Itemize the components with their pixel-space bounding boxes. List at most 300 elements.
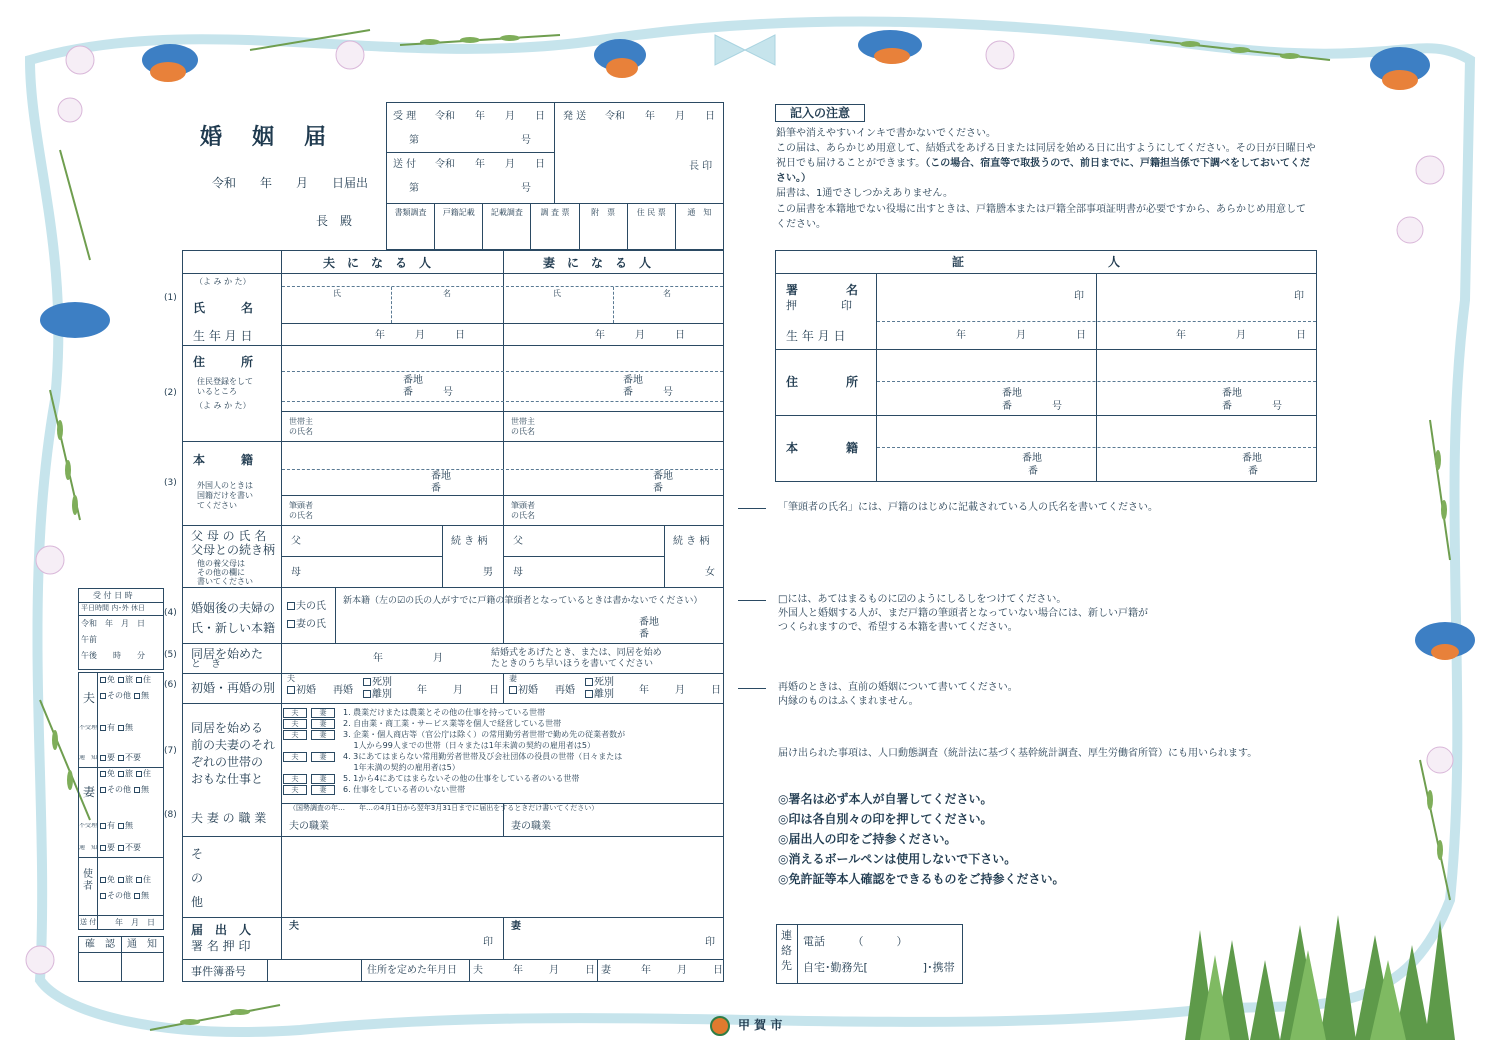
husband-surname-checkbox[interactable]: 夫の氏: [287, 601, 326, 613]
other-label-2: の: [191, 871, 204, 885]
important-bullet: ◎印は各自別々の印を押してください。: [778, 812, 993, 826]
occupation-checkbox[interactable]: 夫: [283, 752, 307, 762]
witness-1-honseki-banchi: 番地: [1022, 453, 1042, 464]
occupation-checkbox[interactable]: 夫: [283, 708, 307, 718]
arrow-1: [738, 508, 766, 509]
cho-in: 長 印: [689, 161, 713, 172]
occupation-item: [283, 751, 723, 762]
address-label: 住 所: [193, 355, 254, 369]
honseki-note-3: てください: [197, 501, 237, 510]
soufu-dai: 第: [409, 183, 419, 194]
husband-banchi: 番地: [403, 375, 423, 386]
wife-shibetsu-checkbox[interactable]: 死別: [585, 677, 614, 689]
office-check-cell: 通 知: [687, 208, 712, 217]
husband-setainushi-name: の氏名: [289, 427, 313, 436]
job-label: 夫 妻 の 職 業: [191, 811, 267, 825]
wife-mother[interactable]: 母: [513, 567, 523, 578]
occupation-item-text: 6. 仕事をしている者のいない世帯: [343, 784, 466, 794]
occupation-checkboxes[interactable]: [283, 752, 343, 762]
witness-address-label: 住 所: [786, 375, 859, 389]
contact-box: [776, 924, 963, 984]
occupation-checkboxes[interactable]: [283, 708, 343, 718]
submission-date: 令和 年 月 日届出: [212, 176, 369, 190]
note-line-3: 祝日でも届けることができます。（この場合、宿直等で取扱うので、前日までに、戸籍担当係で下調べをしておいてくだ: [776, 158, 1311, 169]
new-honseki-banchi: 番地: [639, 617, 659, 628]
wife-honseki-banchi: 番地: [653, 471, 673, 482]
witness-1-honseki-ban: 番: [1028, 466, 1038, 477]
id-check-label: 不受理: [79, 725, 97, 731]
occupation-checkbox[interactable]: 妻: [311, 785, 335, 795]
occupation-item: [283, 784, 723, 795]
occupation-checkbox[interactable]: 妻: [311, 719, 335, 729]
wife-father[interactable]: 父: [513, 536, 523, 547]
witness-box: [775, 250, 1317, 482]
checkbox-icon[interactable]: [136, 877, 142, 883]
witness-sign-label: 署 名: [786, 283, 859, 297]
soufu-date: 令和 年 月 日: [435, 159, 545, 170]
wife-birth[interactable]: 年 月 日: [595, 330, 685, 341]
after-marriage-label-1: 婚姻後の夫婦の: [191, 601, 276, 615]
side-note-1: 「筆頭者の氏名」には、戸籍のはじめに記載されている人の氏名を書いてください。: [778, 502, 1158, 513]
honseki-note-1: 外国人のときは: [197, 481, 253, 490]
name-label: 氏 名: [193, 301, 254, 315]
checkbox-icon[interactable]: [100, 677, 106, 683]
applicant-label-2: 署 名 押 印: [191, 939, 251, 953]
juri-go: 号: [521, 135, 531, 146]
occupation-item: [283, 740, 723, 751]
checkbox-icon[interactable]: [100, 725, 106, 731]
check-wife: 妻: [83, 785, 96, 799]
side-note-2a: □には、あてはまるものに☑のようにしるしをつけてください。: [778, 594, 1067, 605]
occupation-checkboxes[interactable]: [283, 719, 343, 729]
occupation-checkbox[interactable]: 夫: [283, 730, 307, 740]
occupation-checkboxes[interactable]: [283, 785, 343, 795]
residence-date-label: 住所を定めた年月日: [367, 965, 457, 976]
occupation-label-1: 同居を始める: [191, 721, 264, 735]
witness-2-banchi: 番地: [1222, 388, 1242, 399]
witness-1-ban-go: 番 号: [1002, 401, 1062, 412]
id-check-option-label: 有: [107, 723, 115, 732]
office-check-cell: 記載調査: [483, 204, 531, 249]
first-re-label: 初婚・再婚の別: [191, 681, 276, 695]
cohabit-label-2: と き: [191, 659, 221, 670]
occupation-checkbox[interactable]: 妻: [311, 752, 335, 762]
side-note-3b: 内縁のものはふくまれません。: [778, 696, 919, 707]
witness-1-banchi: 番地: [1002, 388, 1022, 399]
id-check-option[interactable]: [118, 843, 141, 852]
important-bullet: ◎署名は必ず本人が自署してください。: [778, 792, 993, 806]
parents-note-1: 他の養父母は: [197, 559, 245, 568]
soufu-label: 送 付: [393, 159, 417, 170]
occupation-checkboxes[interactable]: [283, 774, 343, 784]
arrow-2: [738, 600, 766, 601]
husband-job[interactable]: 夫の職業: [289, 821, 329, 832]
form-title: 婚 姻 届: [200, 124, 331, 150]
husband-shibetsu-checkbox[interactable]: 死別: [363, 677, 392, 689]
husband-zokugara: 続 き 柄: [451, 536, 488, 547]
checkbox-icon[interactable]: [100, 877, 106, 883]
occupation-label-2: 前の夫妻のそれ: [191, 738, 276, 752]
check-husband: 夫: [83, 691, 96, 705]
husband-son: 男: [483, 567, 493, 578]
wife-rikon-checkbox[interactable]: 離別: [585, 689, 614, 701]
husband-father[interactable]: 父: [291, 536, 301, 547]
witness-header: 証 人: [952, 255, 1121, 269]
section-number: (5): [164, 650, 177, 660]
office-check-cell: 住 民 票: [628, 204, 676, 249]
witness-2-honseki-banchi: 番地: [1242, 453, 1262, 464]
wife-job[interactable]: 妻の職業: [511, 821, 551, 832]
juri-date: 令和 年 月 日: [435, 111, 545, 122]
occupation-list: [283, 707, 723, 795]
husband-saikon: 再婚: [333, 685, 353, 696]
note-line-1: 鉛筆や消えやすいインキで書かないでください。: [776, 128, 996, 139]
husband-hittosha-name: の氏名: [289, 511, 313, 520]
juri-dai: 第: [409, 135, 419, 146]
residence-husband: 夫: [473, 965, 483, 976]
office-use-box: [386, 102, 724, 250]
reception-box: [78, 588, 164, 670]
occupation-label-4: おもな仕事と: [191, 772, 264, 786]
husband-shokon-checkbox[interactable]: 初婚: [287, 685, 316, 697]
witness-oshi-label: 押 印: [786, 299, 852, 312]
wife-zokugara: 続 き 柄: [673, 536, 710, 547]
id-check-option-label: 免: [107, 675, 115, 684]
occupation-label-3: ぞれの世帯の: [191, 755, 264, 769]
id-check-option-label: 住: [143, 875, 151, 884]
id-check-option[interactable]: [100, 843, 115, 852]
id-check-option[interactable]: [134, 691, 149, 700]
wife-shokon-checkbox[interactable]: 初婚: [509, 685, 538, 697]
soufu-go: 号: [521, 183, 531, 194]
id-check-option-label: 不要: [125, 753, 141, 762]
id-check-option[interactable]: [118, 753, 141, 762]
reception-title: 受 付 日 時: [93, 591, 133, 600]
id-check-option-label: 住: [143, 769, 151, 778]
cohabit-label: 同居を始めた: [191, 647, 264, 661]
side-note-2c: つくられますので、希望する本籍を書いてください。: [778, 622, 1018, 633]
husband-birth[interactable]: 年 月 日: [375, 330, 465, 341]
important-bullets: [778, 792, 1064, 892]
reception-row-1: 平日時間 内･外 休日: [81, 604, 145, 612]
checkbox-icon[interactable]: [118, 771, 124, 777]
id-check-option[interactable]: [136, 875, 151, 884]
id-check-row: [100, 691, 152, 700]
id-check-option-label: 不要: [125, 843, 141, 852]
wife-daughter: 女: [705, 567, 715, 578]
id-check-option[interactable]: [118, 675, 133, 684]
new-honseki-ban: 番: [639, 629, 649, 640]
occupation-item: [283, 773, 723, 784]
witness-2-honseki-ban: 番: [1248, 466, 1258, 477]
id-check-option[interactable]: [100, 691, 131, 700]
section-number: (6): [164, 680, 177, 690]
marriage-form: [182, 250, 724, 982]
parents-note-3: 書いてください: [197, 577, 253, 586]
confirm-box: [78, 936, 164, 982]
occupation-checkbox[interactable]: 妻: [311, 774, 335, 784]
occupation-checkbox[interactable]: 夫: [283, 785, 307, 795]
section-number: (1): [164, 293, 177, 303]
applicant-wife-in: 印: [705, 937, 715, 948]
checkbox-icon[interactable]: [100, 823, 106, 829]
id-check-option[interactable]: [100, 875, 115, 884]
wife-setainushi-name: の氏名: [511, 427, 535, 436]
husband-remarriage-date[interactable]: 年 月 日: [417, 685, 498, 696]
witness-1-birth[interactable]: 年 月 日: [956, 330, 1086, 341]
occupation-item: [283, 707, 723, 718]
husband-ban-go: 番 号: [403, 387, 453, 398]
occupation-item-text: 1人から99人までの世帯（日々または1年未満の契約の雇用者は5）: [343, 740, 595, 750]
applicant-husband-in: 印: [483, 937, 493, 948]
other-label-3: 他: [191, 895, 204, 909]
important-bullet: ◎消えるボールペンは使用しないで下さい。: [778, 852, 1017, 866]
first-re-wife: 妻: [509, 674, 517, 683]
hasso-label: 発 送: [563, 111, 587, 122]
note-line-5: 届書は、1通でさしつかえありません。: [776, 188, 953, 199]
wife-header: 妻 に な る 人: [543, 256, 652, 270]
witness-2-birth[interactable]: 年 月 日: [1176, 330, 1306, 341]
witness-honseki-label: 本 籍: [786, 441, 859, 455]
address-note-1: 住民登録をして: [197, 377, 253, 386]
yomikata-label: （よ み か た）: [195, 277, 251, 286]
applicant-label-1: 届 出 人: [191, 923, 252, 937]
checkbox-icon[interactable]: [118, 823, 124, 829]
census-note: （国勢調査の年… 年…の4月1日から翌年3月31日までに届出をするときだけ書いてください）: [289, 804, 599, 812]
id-check-option-label: 旅: [125, 675, 133, 684]
id-check-option[interactable]: [134, 785, 149, 794]
office-checks-row: [387, 204, 723, 249]
id-check-option-label: 無: [141, 785, 149, 794]
id-check-row: [100, 675, 154, 684]
id-check-label: 通 知: [79, 755, 97, 761]
id-check-option-label: 無: [141, 691, 149, 700]
occupation-checkbox[interactable]: 妻: [311, 708, 335, 718]
checkbox-icon[interactable]: [134, 693, 140, 699]
id-check-option[interactable]: [118, 723, 133, 732]
id-check-option[interactable]: [118, 875, 133, 884]
residence-husband-date[interactable]: 年 月 日: [513, 965, 594, 976]
occupation-item-text: 4. 3にあてはまらない常用勤労者世帯及び会社団体の役員の世帯（日々または: [343, 751, 623, 761]
chief-addressee: 長 殿: [316, 214, 353, 228]
id-check-option-label: 住: [143, 675, 151, 684]
occupation-item-text: 1年未満の契約の雇用者は5）: [343, 762, 460, 772]
id-check-option-label: 免: [107, 875, 115, 884]
city-name: 甲 賀 市: [738, 1018, 783, 1032]
checkbox-icon[interactable]: [118, 877, 124, 883]
wife-hittosha-name: の氏名: [511, 511, 535, 520]
office-check-cell: 調 査 票: [531, 204, 579, 249]
note-line-6: この届書を本籍地でない役場に出すときは、戸籍謄本または戸籍全部事項証明書が必要ですから、あらかじめ用意して: [776, 204, 1306, 215]
id-check-option-label: 旅: [125, 875, 133, 884]
checkbox-icon[interactable]: [118, 755, 124, 761]
occupation-checkbox[interactable]: 夫: [283, 719, 307, 729]
occupation-item: [283, 718, 723, 729]
witness-2-ban-go: 番 号: [1222, 401, 1282, 412]
birth-label: 生 年 月 日: [193, 329, 253, 343]
checkbox-icon[interactable]: [100, 771, 106, 777]
wife-shi: 氏: [553, 289, 561, 298]
checkbox-icon[interactable]: [100, 787, 106, 793]
checkbox-icon[interactable]: [134, 787, 140, 793]
id-check-option[interactable]: [100, 753, 115, 762]
id-check-option-label: 無: [141, 891, 149, 900]
husband-honseki-ban: 番: [431, 483, 441, 494]
id-check-option[interactable]: [100, 785, 131, 794]
occupation-item: [283, 762, 723, 773]
side-note-2b: 外国人と婚姻する人が、まだ戸籍の筆頭者となっていない場合には、新しい戸籍が: [778, 608, 1148, 619]
wife-setainushi: 世帯主: [511, 417, 535, 426]
id-check-row: [100, 785, 152, 794]
arrow-3: [738, 688, 766, 689]
contact-label: 連絡先: [781, 929, 792, 972]
id-check-option[interactable]: [136, 769, 151, 778]
occupation-checkbox[interactable]: 夫: [283, 774, 307, 784]
checkbox-icon[interactable]: [100, 845, 106, 851]
occupation-item-text: 2. 自由業・商工業・サービス業等を個人で経営している世帯: [343, 718, 562, 728]
id-check-option-label: 有: [107, 821, 115, 830]
checkbox-icon[interactable]: [100, 755, 106, 761]
id-check-option-label: 免: [107, 769, 115, 778]
reception-row-4: 午後 時 分: [81, 651, 145, 660]
checkbox-icon[interactable]: [136, 677, 142, 683]
office-check-cell: 戸籍記載: [435, 204, 483, 249]
checkbox-icon[interactable]: [100, 893, 106, 899]
id-check-option[interactable]: [118, 821, 133, 830]
note-line-7: ください。: [776, 219, 826, 230]
office-check-cell: 附 票: [580, 204, 628, 249]
witness-1-in: 印: [1074, 291, 1084, 302]
id-check-label: 通 知: [79, 845, 97, 851]
occupation-item-text: 1. 農業だけまたは農業とその他の仕事を持っている世帯: [343, 707, 546, 717]
reception-row-2: 令和 年 月 日: [81, 619, 145, 628]
husband-header: 夫 に な る 人: [323, 256, 432, 270]
note-line-4: さい。）: [776, 173, 811, 184]
first-re-husband: 夫: [287, 674, 295, 683]
check-soufu-date: 年 月 日: [115, 918, 155, 927]
id-check-label: 不受理: [79, 823, 97, 829]
id-check-option-label: 要: [107, 753, 115, 762]
husband-mei: 名: [443, 289, 451, 298]
checkbox-icon[interactable]: [100, 693, 106, 699]
contact-home[interactable]: 自宅･勤務先[ ]･携帯: [803, 961, 955, 974]
important-bullet: ◎免許証等本人確認をできるものをご持参ください。: [778, 872, 1065, 886]
checkbox-icon[interactable]: [118, 845, 124, 851]
address-note-3: （よ み か た）: [195, 401, 251, 410]
section-number: (7): [164, 746, 177, 756]
id-check-option[interactable]: [100, 821, 115, 830]
wife-surname-checkbox[interactable]: 妻の氏: [287, 619, 326, 631]
checkbox-icon[interactable]: [118, 725, 124, 731]
honseki-note-2: 国籍だけを書い: [197, 491, 253, 500]
occupation-item: [283, 729, 723, 740]
check-messenger: 使者: [83, 869, 93, 892]
id-check-option[interactable]: [136, 675, 151, 684]
husband-shi: 氏: [333, 289, 341, 298]
wife-hittosha: 筆頭者: [511, 501, 535, 510]
section-number: (4): [164, 608, 177, 618]
hasso-date: 令和 年 月 日: [605, 111, 715, 122]
note-line-2: この届は、あらかじめ用意して、結婚式をあげる日または同居を始める日に出すようにしてください。その日が日曜日や: [776, 143, 1316, 154]
wife-remarriage-date[interactable]: 年 月 日: [639, 685, 720, 696]
reception-row-3: 午前: [81, 635, 97, 644]
wife-ban-go: 番 号: [623, 387, 673, 398]
husband-rikon-checkbox[interactable]: 離別: [363, 689, 392, 701]
important-bullet: ◎届出人の印をご持参ください。: [778, 832, 957, 846]
checkbox-icon[interactable]: [136, 771, 142, 777]
id-check-option-label: 要: [107, 843, 115, 852]
id-check-option-label: その他: [107, 691, 131, 700]
id-check-option[interactable]: [118, 769, 133, 778]
juri-label: 受 理: [393, 111, 417, 122]
section-number: (8): [164, 810, 177, 820]
id-check-row: [100, 723, 136, 732]
wife-mei: 名: [663, 289, 671, 298]
parents-note-2: その他の欄に: [197, 568, 245, 577]
residence-wife-date[interactable]: 年 月 日: [641, 965, 722, 976]
residence-wife: 妻: [601, 965, 611, 976]
id-check-row: [100, 891, 152, 900]
id-check-row: [100, 843, 144, 852]
id-check-option-label: その他: [107, 891, 131, 900]
id-check-option[interactable]: [100, 723, 115, 732]
witness-2-in: 印: [1294, 291, 1304, 302]
witness-birth-label: 生 年 月 日: [786, 329, 846, 343]
checkbox-icon[interactable]: [118, 677, 124, 683]
applicant-husband: 夫: [289, 921, 299, 932]
section-number: (2): [164, 388, 177, 398]
husband-mother[interactable]: 母: [291, 567, 301, 578]
id-check-option-label: 無: [125, 723, 133, 732]
id-check-option[interactable]: [100, 769, 115, 778]
case-number-label: 事件簿番号: [191, 965, 246, 978]
confirm-label: 確 認: [85, 939, 115, 950]
husband-setainushi: 世帯主: [289, 417, 313, 426]
notes-heading: 記入の注意: [775, 104, 865, 122]
id-check-row: [100, 769, 154, 778]
id-check-row: [100, 875, 154, 884]
husband-honseki-banchi: 番地: [431, 471, 451, 482]
id-check-option-label: 無: [125, 821, 133, 830]
applicant-wife: 妻: [511, 921, 521, 932]
after-marriage-label-2: 氏・新しい本籍: [191, 621, 276, 635]
cohabit-date[interactable]: 年 月: [373, 653, 443, 664]
cohabit-note-2: たときのうち早いほうを書いてください: [491, 659, 654, 669]
other-label-1: そ: [191, 847, 204, 861]
id-check-option[interactable]: [100, 675, 115, 684]
parents-label-2: 父母との続き柄: [191, 543, 276, 557]
address-note-2: いるところ: [197, 387, 237, 396]
section-number: (3): [164, 478, 177, 488]
occupation-item-text: 5. 1から4にあてはまらないその他の仕事をしている者のいる世帯: [343, 773, 580, 783]
side-note-3a: 再婚のときは、直前の婚姻について書いてください。: [778, 682, 1018, 693]
occupation-checkboxes[interactable]: [283, 730, 343, 740]
checkbox-icon[interactable]: [134, 893, 140, 899]
new-honseki-note: 新本籍（左の☑の氏の人がすでに戸籍の筆頭者となっているときは書かないでください）: [343, 596, 703, 606]
id-check-option[interactable]: [134, 891, 149, 900]
contact-phone[interactable]: 電話 （ ）: [803, 935, 908, 948]
occupation-checkbox[interactable]: 妻: [311, 730, 335, 740]
notice-label: 通 知: [127, 939, 157, 950]
office-check-cell: 書類調査: [387, 204, 435, 249]
honseki-label: 本 籍: [193, 453, 254, 467]
id-check-option[interactable]: [100, 891, 131, 900]
id-check-row: [100, 821, 136, 830]
id-check-option-label: 旅: [125, 769, 133, 778]
wife-saikon: 再婚: [555, 685, 575, 696]
husband-hittosha: 筆頭者: [289, 501, 313, 510]
id-check-option-label: その他: [107, 785, 131, 794]
